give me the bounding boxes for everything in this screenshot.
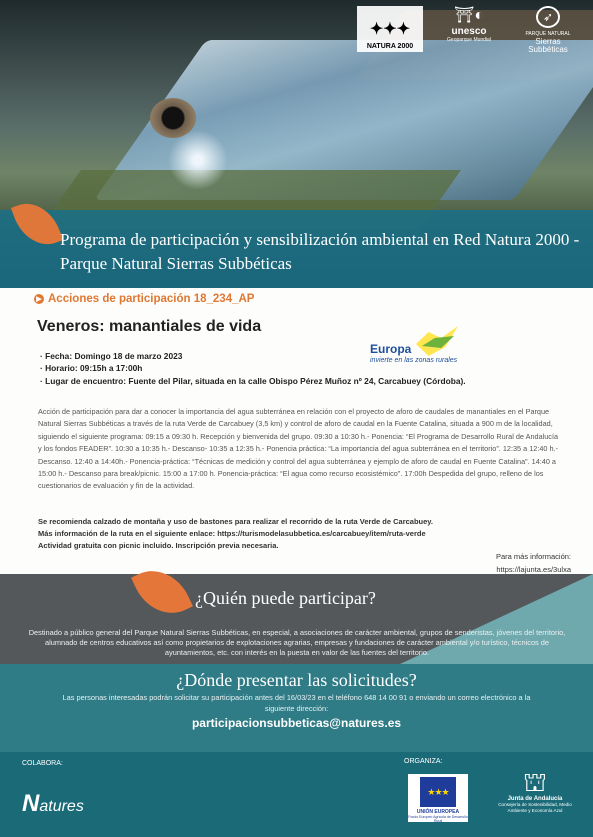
junta-symbol-icon: ⛫ — [523, 767, 547, 797]
junta-logo — [492, 768, 578, 814]
natures-initial: N — [22, 790, 40, 817]
play-circle-icon: ▶ — [34, 294, 44, 304]
note-footwear: Se recomienda calzado de montaña y uso de bastones para realizar el recorrido de la ruta Verde de Carcabuey. — [38, 517, 434, 526]
action-code: Acciones de participación 18_234_AP — [48, 293, 255, 305]
header-photo — [0, 0, 593, 288]
action-section — [0, 288, 593, 574]
activity-notes — [38, 516, 558, 552]
europa-label: Europa — [370, 342, 412, 356]
water-splash — [168, 130, 228, 190]
activity-title: Veneros: manantiales de vida — [37, 318, 262, 335]
bird-icon: ➶ — [536, 6, 560, 28]
eu-logo — [408, 774, 468, 822]
quien-text: Destinado a público general del Parque Natural Sierras Subbéticas, en especial, a asociaciones de carácter ambiental, grupos de senderistas, jóvenes del territorio, alumnado de centros educativos así como propietarios de explotaciones agrarias, empresas y fundaciones de carácter ambiental y/o turístico, técnicos de ayuntamientos, etc. con interés en la puesta en valor de las fuentes del territorio. — [28, 628, 566, 657]
contact-email-link[interactable]: participacionsubbeticas@natures.es — [191, 716, 402, 730]
organiza-label: ORGANIZA: — [404, 758, 443, 765]
natures-logo — [22, 790, 84, 818]
parque-small-label: PARQUE NATURAL — [525, 31, 571, 37]
natura-2000-logo — [357, 6, 423, 52]
detail-place: · Lugar de encuentro: Fuente del Pilar, situada en la calle Obispo Pérez Muñoz nº 24, Carcabuey (Córdoba). — [40, 375, 466, 387]
header-logos — [357, 6, 581, 54]
eu-name: UNIÓN EUROPEA — [416, 809, 460, 815]
unesco-label: unesco — [451, 26, 487, 37]
parque-logo — [515, 6, 581, 54]
unesco-sub: Geoparque Mundial — [447, 37, 491, 43]
natura-label: NATURA 2000 — [366, 43, 414, 50]
natures-text: atures — [39, 798, 84, 815]
detail-time: · Horario: 09:15h a 17:00h — [40, 362, 466, 374]
activity-details — [40, 350, 466, 387]
more-info-label: Para más información: — [495, 552, 571, 561]
eu-sub: Fondo Europeo Agrícola de Desarrollo Rural — [408, 815, 468, 823]
europa-sub: invierte en las zonas rurales — [370, 357, 458, 364]
parque-name: Sierras Subbéticas — [528, 37, 568, 54]
unesco-logo — [439, 6, 499, 52]
activity-description: Acción de participación para dar a conocer la importancia del agua subterránea en relación con el proyecto de aforo de caudales de manantiales en el Parque Natural Sierras Subbéticas a través de la ruta Verde de Carcabuey (3,5 km) y control de aforo de caudal en la Fuente Catalina, situada a 900 m de la localidad, siguiendo el siguiente programa: 09:15 a 09:30 h. Recepción y bienvenida del grupo. 09:30 a 10:30 h.- Ponencia: “El Programa de Desarrollo Rural de Andalucía y los fondos FEADER”. 10:30 a 10:35 h.- Descanso- 10:35 a 12:35 h.- Ponencia práctica: “La importancia del agua subterránea en el territorio”. 12:35 a 12:40 h.- Descanso. 12:40 a 14:40h.- Ponencia-práctica: “Técnicas de medición y control del agua subterránea y ejemplo de aforo de caudal en Fuente Catalina”. 14:40 a 15:00 h.- Descanso para break/picnic. 15:00 a 17:00 h. Ponencia-práctica: “El agua como recurso ecosistémico”. 17:00h Despedida del grupo, relleno de los cuestionarios de evaluación y fin de la actividad. — [38, 407, 559, 491]
donde-heading: ¿Dónde presentar las solicitudes? — [176, 670, 417, 690]
action-label — [34, 293, 254, 305]
unesco-temple-icon: ⛩◐ — [454, 7, 484, 24]
more-info-link[interactable]: https://lajunta.es/3ulxa — [496, 565, 571, 574]
donde-text: Las personas interesadas podrán solicitar su participación antes del 16/03/23 en el teléfono 648 14 00 91 o enviando un correo electrónico a la siguiente dirección: — [62, 693, 531, 713]
detail-date: · Fecha: Domingo 18 de marzo 2023 — [40, 350, 466, 362]
note-route-link[interactable]: Más información de la ruta en el siguiente enlace: https://turismodelasubbetica.es/carcabuey/item/ruta-verde — [38, 529, 426, 538]
eu-stars-icon: ★★★ — [420, 777, 456, 807]
junta-name: Junta de Andalucía — [507, 796, 563, 802]
note-free: Actividad gratuita con picnic incluido. Inscripción previa necesaria. — [38, 541, 279, 550]
colabora-label: COLABORA: — [22, 760, 63, 767]
quien-heading: ¿Quién puede participar? — [195, 588, 376, 608]
more-info — [496, 550, 571, 576]
junta-sub: Consejería de Sostenibilidad, Medio Ambiente y Economía Azul — [498, 802, 572, 813]
program-title: Programa de participación y sensibilización ambiental en Red Natura 2000 - Parque Natural Sierras Subbéticas — [60, 230, 580, 273]
bird-icon: ✦✦✦ — [369, 21, 411, 38]
